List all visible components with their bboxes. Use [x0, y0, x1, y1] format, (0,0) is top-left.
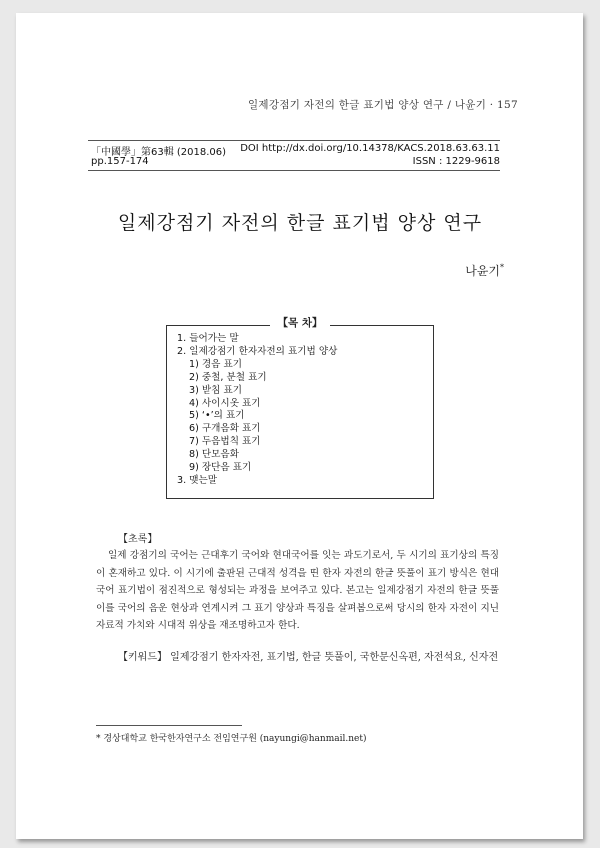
- toc-heading: 【목 차】: [0, 315, 600, 330]
- toc-item[interactable]: 1. 들어가는 말: [177, 333, 239, 344]
- toc-item[interactable]: 3) 받침 표기: [189, 384, 243, 396]
- issn: ISSN : 1229-9618: [412, 156, 500, 167]
- toc-item[interactable]: 1) 경음 표기: [189, 358, 243, 370]
- doi-link[interactable]: DOI http://dx.doi.org/10.14378/KACS.2018.63.63.11: [240, 143, 500, 154]
- journal-citation: 「中國學」第63輯 (2018.06): [91, 147, 227, 158]
- footnote-rule: [96, 725, 242, 726]
- toc-item[interactable]: 8) 단모음화: [189, 449, 239, 461]
- toc-item[interactable]: 2. 일제강점기 한자자전의 표기법 양상: [177, 345, 338, 357]
- paper-title: 일제강점기 자전의 한글 표기법 양상 연구: [117, 212, 483, 234]
- abstract-heading: 【초록】: [118, 534, 158, 545]
- footnote: * 경상대학교 한국한자연구소 전임연구원 (nayungi@hanmail.net): [96, 734, 367, 744]
- toc-item[interactable]: 7) 두음법칙 표기: [189, 436, 261, 448]
- author-name: 나윤기: [465, 264, 500, 278]
- running-head: 일제강점기 자전의 한글 표기법 양상 연구 / 나윤기 · 157: [247, 99, 518, 111]
- abstract-text: 일제 강점기의 국어는 근대후기 국어와 현대국어를 잇는 과도기로서, 두 시기의 표기상의 특징이 혼재하고 있다. 이 시기에 출판된 근대적 성격을 띤 한자 자전의 한글 뜻풀이 표기 방식은 현대국어 표기법이 점진적으로 형성되는 과정을 보여주고 있다. 본고는 일제강점기 자전의 한글 뜻풀이를 국어의 음운 현상과 연계시켜 그 표기 양상과 특징을 살펴봄으로써 당시의 한자 자전이 지닌 자료적 가치와 시대적 위상을 재조명하고자 한다.: [96, 550, 499, 632]
- author: [465, 262, 504, 279]
- toc-item[interactable]: 4) 사이시옷 표기: [189, 397, 261, 409]
- toc-list: [177, 333, 337, 488]
- toc-item[interactable]: 9) 장단음 표기: [189, 462, 252, 474]
- author-footnote-mark[interactable]: *: [500, 263, 504, 272]
- page-range: pp.157-174: [91, 156, 149, 167]
- toc-item[interactable]: 2) 중철, 분철 표기: [189, 371, 267, 383]
- toc-item[interactable]: 6) 구개음화 표기: [189, 423, 261, 435]
- meta-bottom-rule: [88, 170, 500, 171]
- toc-item[interactable]: 3. 맺는말: [177, 474, 218, 486]
- toc-item[interactable]: 5) ‘•’의 표기: [189, 410, 245, 422]
- meta-top-rule: [88, 140, 500, 141]
- keywords: 【키워드】 일제강점기 한자자전, 표기법, 한글 뜻풀이, 국한문신옥편, 자전석요, 신자전: [118, 652, 499, 663]
